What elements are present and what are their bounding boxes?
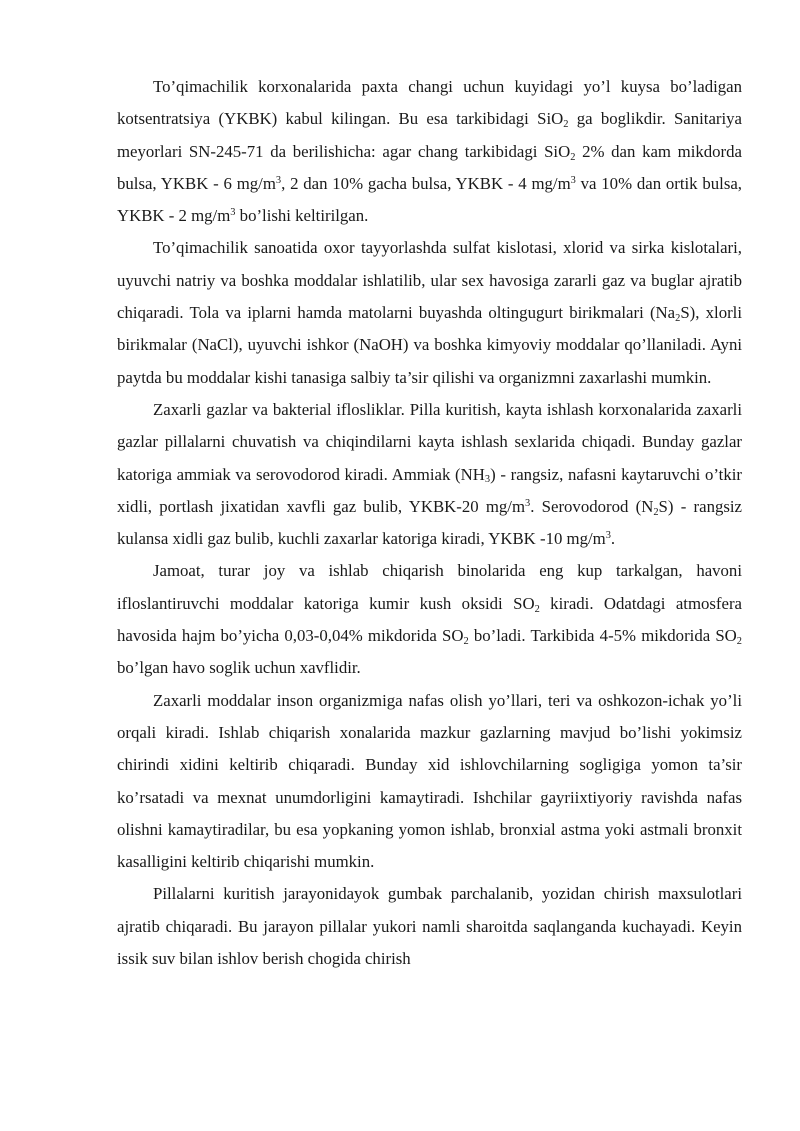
subscript: 2 (736, 635, 742, 647)
superscript: 3 (275, 175, 282, 187)
superscript: 3 (570, 175, 576, 187)
paragraph-sulfur-dioxide: Jamoat, turar joy va ishlab chiqarish binolarida eng kup tarkalgan, havoni ifloslantiruvchi moddalar katoriga kumir kush oksidi $SO_2$ kiradi. Odatdagi atmosfera havosida hajm bo’yicha 0,03-0,04% mikdorida $SO_2$ bo’ladi. Tarkibida 4-5% mikdorida $SO_2$ bo’lgan havo soglik uchun xavflidir. (117, 561, 742, 678)
paragraph-toxic-gases: Zaxarli gazlar va bakterial iflosliklar. Pilla kuritish, kayta ishlash korxonalarida zaxarli gazlar pillalarni chuvatish va chiqindilarni kayta ishlash sexlarida chiqadi. Bunday gazlar katoriga ammiak va serovodorod kiradi. Ammiak $(NH_3)$ - rangsiz, nafasni kaytaruvchi o’tkir xidli, portlash jixatidan xavfli gaz bulib, YKBK-20 $mg/m^3$. Serovodorod $(N_2S)$ - rangsiz kulansa xidli gaz bulib, kuchli zaxarlar katoriga kiradi, YKBK -10 $mg/m^3$. (117, 399, 742, 549)
subscript: 2 (570, 151, 576, 163)
subscript: 3 (484, 474, 491, 486)
paragraph-chemicals: To’qimachilik sanoatida oxor tayyorlashda sulfat kislotasi, xlorid va sirka kislotalari, uyuvchi natriy va boshka moddalar ishlatilib, ular sex havosiga zararli gaz va buglar ajratib chiqaradi. Tola va iplarni hamda matolarni buyashda oltingugurt birikmalari $(Na_2S)$, xlorli birikmalar (NaCl), uyuvchi ishkor (NaOH) va boshka kimyoviy moddalar qo’llaniladi. Ayni paytda bu moddalar kishi tanasiga salbiy ta’sir qilishi va organizmni zaxarlashi mumkin. (117, 238, 743, 387)
subscript: 2 (675, 312, 681, 324)
paragraph-cocoon-drying: Pillalarni kuritish jarayonidayok gumbak parchalanib, yozidan chirish maxsulotlari ajratib chiqaradi. Bu jarayon pillalar yukori namli sharoitda saqlanganda kuchayadi. Keyin issik suv bilan ishlov berish chogida chirish (117, 884, 742, 969)
superscript: 3 (230, 207, 236, 219)
subscript: 2 (653, 506, 659, 518)
paragraph-dust-concentration: To’qimachilik korxonalarida paxta changi uchun kuyidagi yo’l kuysa bo’ladigan kotsentratsiya (YKBK) kabul kilingan. Bu esa tarkibidagi SiO$_2$ ga boglikdir. Sanitariya meyorlari SN-245-71 da berilishicha: agar chang tarkibidagi SiO$_2$ 2% dan kam mikdorda bulsa, YKBK - 6 $mg/m^3$, 2 dan 10% gacha bulsa, YKBK - 4 $mg/m^3$ va 10% dan ortik bulsa, YKBK - 2 $mg/m^3$ bo’lishi keltirilgan. (117, 77, 742, 226)
subscript: 2 (563, 119, 569, 131)
document-body (117, 71, 742, 975)
subscript: 2 (463, 635, 469, 647)
subscript: 2 (534, 603, 540, 615)
superscript: 3 (605, 530, 611, 542)
paragraph-health-effects: Zaxarli moddalar inson organizmiga nafas olish yo’llari, teri va oshkozon-ichak yo’li orqali kiradi. Ishlab chiqarish xonalarida mazkur gazlarning mavjud bo’lishi yokimsiz chirindi xidini keltirib chiqaradi. Bunday xid ishlovchilarning sogligiga yomon ta’sir ko’rsatadi va mexnat unumdorligini kamaytiradi. Ishchilar gayriixtiyoriy ravishda nafas olishni kamaytiradilar, bu esa yopkaning yomon ishlab, bronxial astma yoki astmali bronxit kasalligini keltirib chiqarishi mumkin. (117, 690, 742, 872)
superscript: 3 (525, 498, 531, 510)
